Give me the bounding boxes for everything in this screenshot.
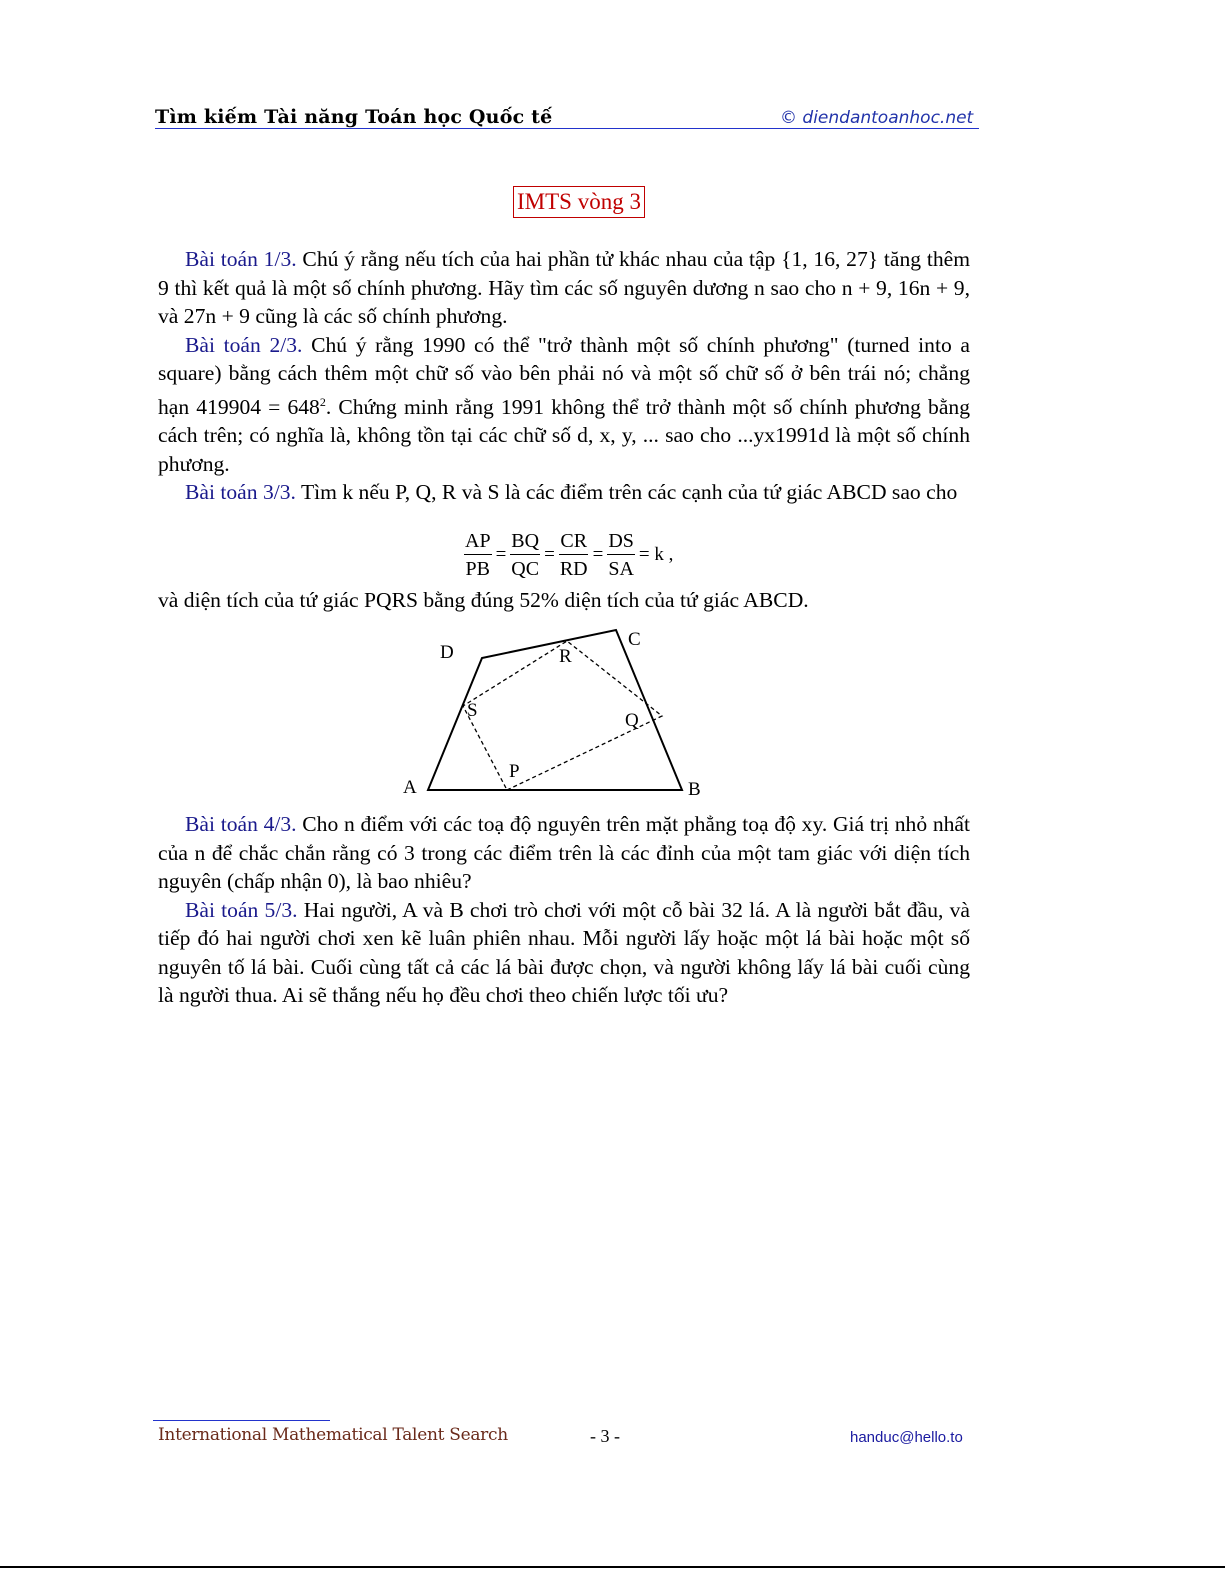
label-a: A — [403, 777, 417, 798]
problem-3-label: Bài toán 3/3. — [185, 480, 296, 505]
fraction-numerator: CR — [559, 530, 588, 555]
label-p: P — [509, 761, 520, 782]
problems-1-3-block — [158, 245, 970, 507]
problem-5-label: Bài toán 5/3. — [185, 897, 298, 922]
header-title: Tìm kiếm Tài năng Toán học Quốc tế — [155, 106, 553, 128]
problem-1-label: Bài toán 1/3. — [185, 247, 297, 271]
problem-3 — [158, 478, 970, 507]
page-bottom-line — [0, 1566, 1225, 1568]
header-rule — [155, 128, 979, 129]
header-site-link[interactable]: © diendantoanhoc.net — [780, 108, 974, 128]
problem-1 — [158, 245, 970, 331]
page-number: - 3 - — [590, 1426, 620, 1446]
footer-left: International Mathematical Talent Search — [158, 1425, 508, 1445]
problem-2-text-b: . Chứng minh rằng 1991 không thể trở thành một số chính phương bằng cách trên; có nghĩa là, không tồn tại các chữ số d, x, y, ... sao cho ...yx1991d là một số chính phương. — [158, 394, 970, 476]
label-r: R — [559, 646, 572, 667]
fraction-bq-qc — [510, 530, 540, 580]
problem-3-after — [158, 586, 970, 615]
quadrilateral-diagram — [390, 620, 720, 810]
footer-email[interactable]: handuc@hello.to — [850, 1429, 963, 1446]
problem-1-text: Chú ý rằng nếu tích của hai phần tử khác nhau của tập {1, 16, 27} tăng thêm 9 thì kết quả là một số chính phương. Hãy tìm các số nguyên dương n sao cho n + 9, 16n + 9, và 27n + 9 cũng là các số chính phương. — [158, 247, 970, 328]
footer-rule — [153, 1420, 330, 1421]
problem-5-text: Hai người, A và B chơi trò chơi với một cỗ bài 32 lá. A là người bắt đầu, và tiếp đó hai người chơi xen kẽ luân phiên nhau. Mỗi người lấy hoặc một lá bài hoặc một số nguyên tố lá bài. Cuối cùng tất cả các lá bài được chọn, và người không lấy lá bài cuối cùng là người thua. Ai sẽ thắng nếu họ đều chơi theo chiến lược tối ưu? — [158, 897, 971, 1007]
label-b: B — [688, 779, 701, 800]
problem-2-label: Bài toán 2/3. — [185, 332, 303, 357]
formula-tail: = k , — [638, 544, 674, 565]
fraction-denominator: RD — [559, 558, 588, 580]
fraction-numerator: AP — [464, 530, 492, 555]
ratio-formula — [461, 527, 674, 583]
equals-sign: = — [544, 544, 555, 565]
fraction-ap-pb — [464, 530, 492, 580]
section-title: IMTS vòng 3 — [513, 186, 645, 218]
problem-3-after-text: và diện tích của tứ giác PQRS bằng đúng 52% diện tích của tứ giác ABCD. — [158, 588, 809, 612]
problem-2-text-a: Chú ý rằng 1990 có thể "trở thành một số chính phương" (turned into a square) bằng cách thêm một chữ số vào bên phải nó và một số chữ số ở bên trái nó; chẳng hạn 419904 = 648 — [158, 332, 971, 419]
fraction-numerator: BQ — [510, 530, 540, 555]
fraction-denominator: PB — [465, 558, 491, 580]
equals-sign: = — [495, 544, 507, 565]
label-d: D — [440, 642, 454, 663]
problem-2-superscript: 2 — [319, 394, 326, 409]
equals-sign: = — [592, 544, 604, 565]
problem-2 — [158, 331, 970, 479]
label-c: C — [628, 629, 641, 650]
problems-4-5-block — [158, 810, 970, 1010]
label-s: S — [467, 700, 478, 721]
problem-4 — [158, 810, 970, 896]
problem-4-label: Bài toán 4/3. — [185, 812, 297, 836]
fraction-denominator: SA — [608, 558, 634, 580]
fraction-ds-sa — [607, 530, 635, 580]
problem-5 — [158, 896, 970, 1010]
fraction-numerator: DS — [607, 530, 635, 555]
problem-3-text: Tìm k nếu P, Q, R và S là các điểm trên các cạnh của tứ giác ABCD sao cho — [295, 480, 958, 505]
fraction-denominator: QC — [511, 558, 540, 580]
fraction-cr-rd — [559, 530, 589, 580]
problem-4-text: Cho n điểm với các toạ độ nguyên trên mặt phẳng toạ độ xy. Giá trị nhỏ nhất của n để chắc chắn rằng có 3 trong các điểm trên là các đỉnh của một tam giác với diện tích nguyên (chấp nhận 0), là bao nhiêu? — [158, 812, 970, 893]
label-q: Q — [625, 710, 639, 731]
